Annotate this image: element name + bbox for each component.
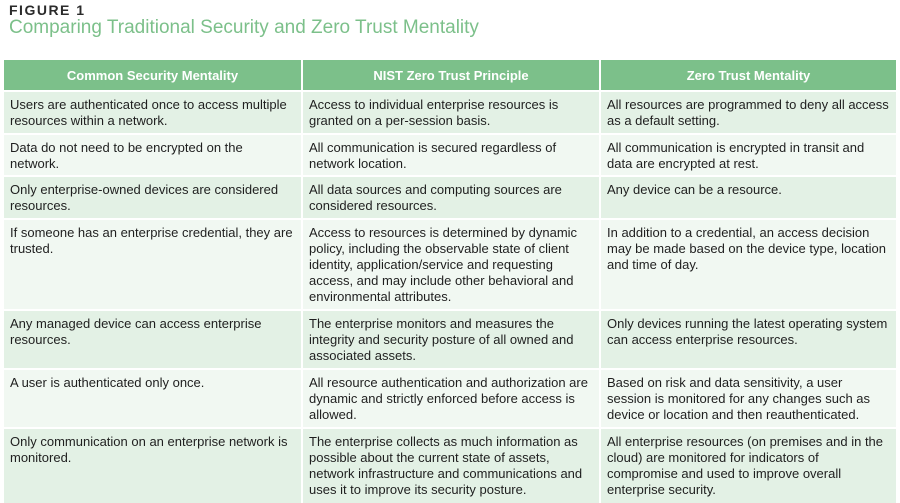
cell-common: Users are authenticated once to access multiple resources within a network. — [4, 91, 302, 134]
cell-common: Data do not need to be encrypted on the network. — [4, 134, 302, 176]
table-row — [4, 369, 896, 428]
cell-zero-trust: Any device can be a resource. — [600, 176, 896, 219]
table-row — [4, 310, 896, 369]
cell-common: Any managed device can access enterprise resources. — [4, 310, 302, 369]
cell-common: Only enterprise-owned devices are considered resources. — [4, 176, 302, 219]
cell-zero-trust: All enterprise resources (on premises and in the cloud) are monitored for indicators of compromise and used to improve overall enterprise security. — [600, 428, 896, 503]
cell-nist: All communication is secured regardless of network location. — [302, 134, 600, 176]
cell-zero-trust: In addition to a credential, an access decision may be made based on the device type, location and time of day. — [600, 219, 896, 310]
header-common-security: Common Security Mentality — [4, 60, 302, 91]
figure-label: FIGURE 1 — [9, 2, 86, 18]
cell-common: A user is authenticated only once. — [4, 369, 302, 428]
table-row — [4, 134, 896, 176]
comparison-table — [4, 60, 896, 503]
header-nist-principle: NIST Zero Trust Principle — [302, 60, 600, 91]
cell-nist: Access to individual enterprise resources is granted on a per-session basis. — [302, 91, 600, 134]
table-row — [4, 428, 896, 503]
cell-nist: All resource authentication and authorization are dynamic and strictly enforced before access is allowed. — [302, 369, 600, 428]
cell-nist: The enterprise collects as much information as possible about the current state of assets, network infrastructure and communications and uses it to improve its security posture. — [302, 428, 600, 503]
table-header-row — [4, 60, 896, 91]
cell-zero-trust: Based on risk and data sensitivity, a user session is monitored for any changes such as device or location and then reauthenticated. — [600, 369, 896, 428]
cell-zero-trust: All resources are programmed to deny all access as a default setting. — [600, 91, 896, 134]
table-row — [4, 176, 896, 219]
cell-zero-trust: Only devices running the latest operating system can access enterprise resources. — [600, 310, 896, 369]
table-row — [4, 219, 896, 310]
cell-nist: All data sources and computing sources are considered resources. — [302, 176, 600, 219]
cell-common: If someone has an enterprise credential, they are trusted. — [4, 219, 302, 310]
cell-nist: The enterprise monitors and measures the integrity and security posture of all owned and associated assets. — [302, 310, 600, 369]
cell-zero-trust: All communication is encrypted in transit and data are encrypted at rest. — [600, 134, 896, 176]
figure-title: Comparing Traditional Security and Zero Trust Mentality — [9, 17, 479, 38]
table-row — [4, 91, 896, 134]
cell-nist: Access to resources is determined by dynamic policy, including the observable state of client identity, application/service and requesting access, and may include other behavioral and environmental attributes. — [302, 219, 600, 310]
header-zero-trust: Zero Trust Mentality — [600, 60, 896, 91]
cell-common: Only communication on an enterprise network is monitored. — [4, 428, 302, 503]
